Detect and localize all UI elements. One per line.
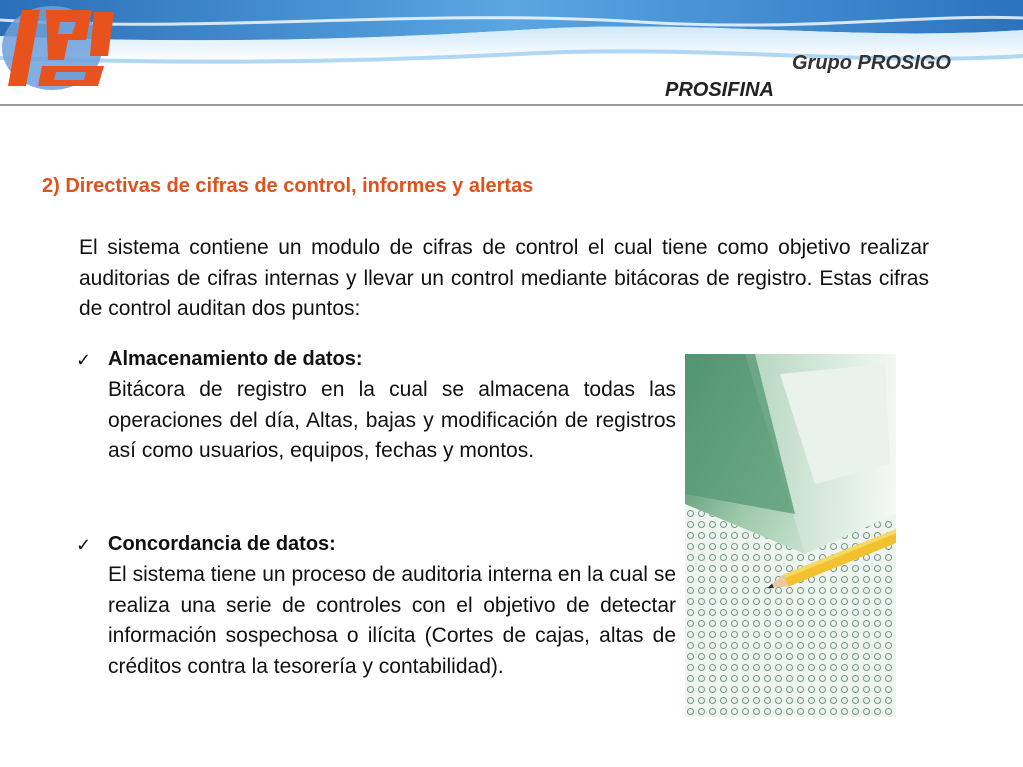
- point-title: Almacenamiento de datos:: [108, 348, 363, 370]
- brand-group-name: Grupo PROSIGO: [792, 52, 951, 74]
- answer-sheet-photo: [685, 354, 896, 717]
- section-title: 2) Directivas de cifras de control, informes y alertas: [42, 175, 534, 197]
- logo: [0, 0, 118, 92]
- check-icon: ✓: [76, 350, 92, 370]
- slide-header: [0, 0, 1023, 108]
- answer-sheet-illustration: [685, 354, 896, 717]
- brand-sub-name: PROSIFINA: [665, 79, 774, 101]
- point-body: El sistema tiene un proceso de auditoria interna en la cual se realiza una serie de controles con el objetivo de detectar información sospechosa o ilícita (Cortes de cajas, altas de créditos contra la tesorería y contabilidad).: [108, 563, 676, 678]
- intro-paragraph: El sistema contiene un modulo de cifras de control el cual tiene como objetivo realizar auditorias de cifras internas y llevar un control mediante bitácoras de registro. Estas cifras de control auditan dos puntos:: [79, 236, 929, 320]
- point-body: Bitácora de registro en la cual se almacena todas las operaciones del día, Altas, bajas y modificación de registros así como usuarios, equipos, fechas y montos.: [108, 378, 676, 462]
- check-icon: ✓: [76, 535, 92, 555]
- point-title: Concordancia de datos:: [108, 533, 336, 555]
